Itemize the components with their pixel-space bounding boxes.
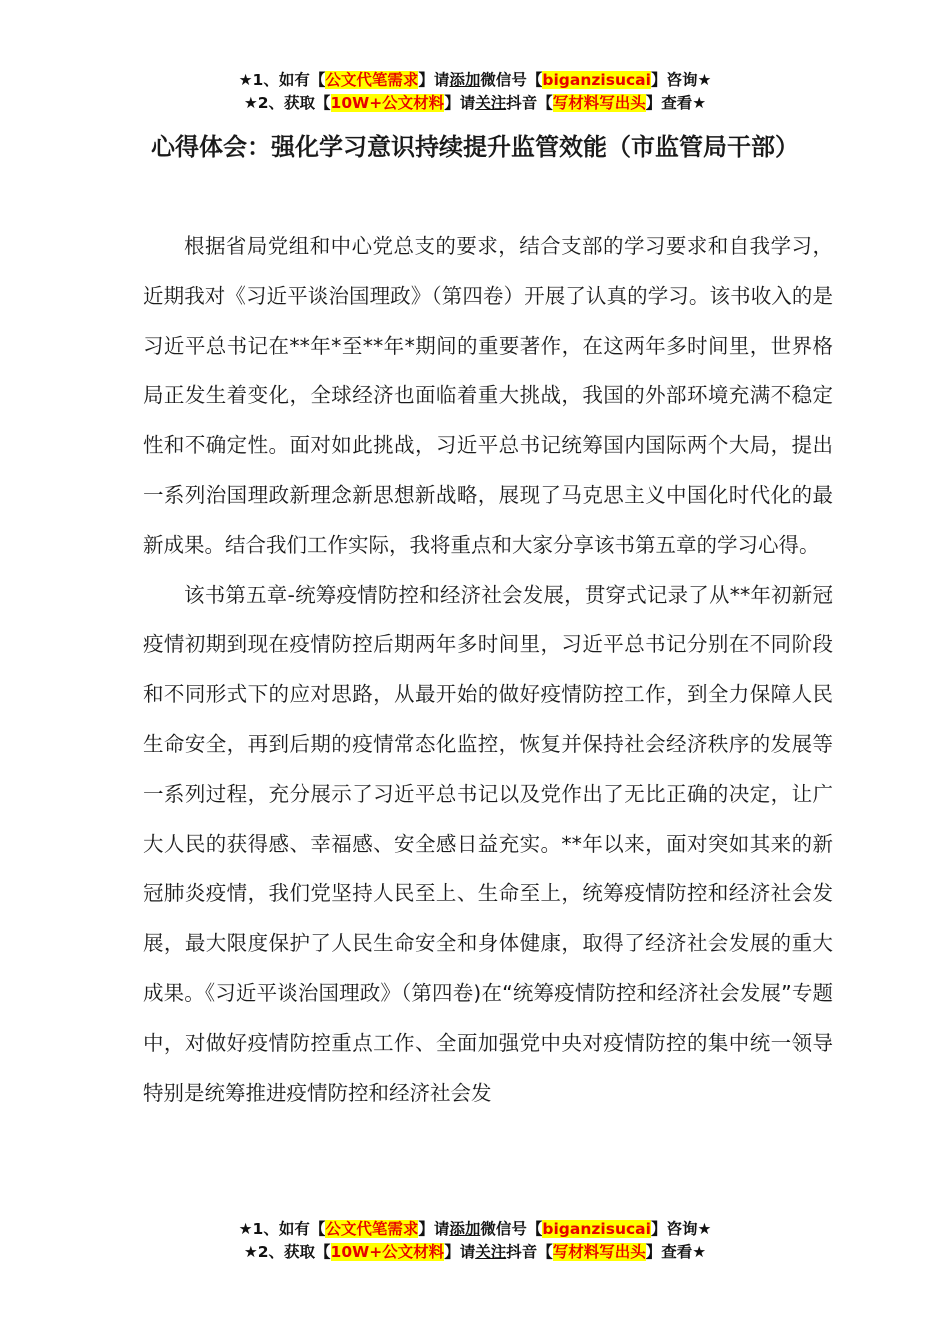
promo-highlight-materials: 10W+公文材料 xyxy=(330,1243,445,1261)
promo-text: 抖音【 xyxy=(506,94,553,112)
promo-text: 】咨询★ xyxy=(650,71,712,89)
promo-underline-follow: 关注 xyxy=(475,94,507,112)
promo-text: 】咨询★ xyxy=(650,1220,712,1238)
promo-line-1 xyxy=(0,1218,950,1241)
promo-underline-add: 添加 xyxy=(449,71,481,89)
promo-text: 】请 xyxy=(418,71,450,89)
promo-text: ★1、如有【 xyxy=(238,71,326,89)
promo-highlight-douyin: 写材料写出头 xyxy=(552,94,646,112)
document-title: 心得体会：强化学习意识持续提升监管效能（市监管局干部） xyxy=(151,133,799,161)
promo-text: 】请 xyxy=(444,94,476,112)
promo-text: 】请 xyxy=(418,1220,450,1238)
promo-highlight-materials: 10W+公文材料 xyxy=(330,94,445,112)
promo-highlight-wechat-id: biganzisucai xyxy=(542,71,651,89)
promo-text: ★2、获取【 xyxy=(243,1243,331,1261)
promo-line-1 xyxy=(0,69,950,92)
body-paragraph-1: 根据省局党组和中心党总支的要求，结合支部的学习要求和自我学习，近期我对《习近平谈治国理政》（第四卷）开展了认真的学习。该书收入的是习近平总书记在**年*至**年*期间的重要著作，在这两年多时间里，世界格局正发生着变化，全球经济也面临着重大挑战，我国的外部环境充满不稳定性和不确定性。面对如此挑战，习近平总书记统筹国内国际两个大局，提出一系列治国理政新理念新思想新战略，展现了马克思主义中国化时代化的最新成果。结合我们工作实际，我将重点和大家分享该书第五章的学习心得。 xyxy=(143,234,833,557)
promo-text: 】查看★ xyxy=(645,94,707,112)
promo-line-2 xyxy=(0,92,950,115)
promo-highlight-service: 公文代笔需求 xyxy=(325,71,419,89)
promo-text: ★2、获取【 xyxy=(243,94,331,112)
promo-text: 微信号【 xyxy=(480,71,543,89)
promo-banner-top xyxy=(0,69,950,115)
body-paragraph-2: 该书第五章-统筹疫情防控和经济社会发展，贯穿式记录了从**年初新冠疫情初期到现在疫情防控后期两年多时间里，习近平总书记分别在不同阶段和不同形式下的应对思路，从最开始的做好疫情防控工作，到全力保障人民生命安全，再到后期的疫情常态化监控，恢复并保持社会经济秩序的发展等一系列过程，充分展示了习近平总书记以及党作出了无比正确的决定，让广大人民的获得感、幸福感、安全感日益充实。**年以来，面对突如其来的新冠肺炎疫情，我们党坚持人民至上、生命至上，统筹疫情防控和经济社会发展，最大限度保护了人民生命安全和身体健康，取得了经济社会发展的重大成果。《习近平谈治国理政》（第四卷)在“统筹疫情防控和经济社会发展”专题中，对做好疫情防控重点工作、全面加强党中央对疫情防控的集中统一领导特别是统筹推进疫情防控和经济社会发 xyxy=(143,582,833,1105)
promo-highlight-douyin: 写材料写出头 xyxy=(552,1243,646,1261)
promo-highlight-wechat-id: biganzisucai xyxy=(542,1220,651,1238)
promo-line-2 xyxy=(0,1241,950,1264)
promo-text: 】请 xyxy=(444,1243,476,1261)
document-body xyxy=(143,222,833,1118)
promo-underline-add: 添加 xyxy=(449,1220,481,1238)
promo-text: ★1、如有【 xyxy=(238,1220,326,1238)
promo-text: 抖音【 xyxy=(506,1243,553,1261)
promo-text: 微信号【 xyxy=(480,1220,543,1238)
promo-highlight-service: 公文代笔需求 xyxy=(325,1220,419,1238)
promo-banner-bottom xyxy=(0,1218,950,1264)
promo-text: 】查看★ xyxy=(645,1243,707,1261)
promo-underline-follow: 关注 xyxy=(475,1243,507,1261)
